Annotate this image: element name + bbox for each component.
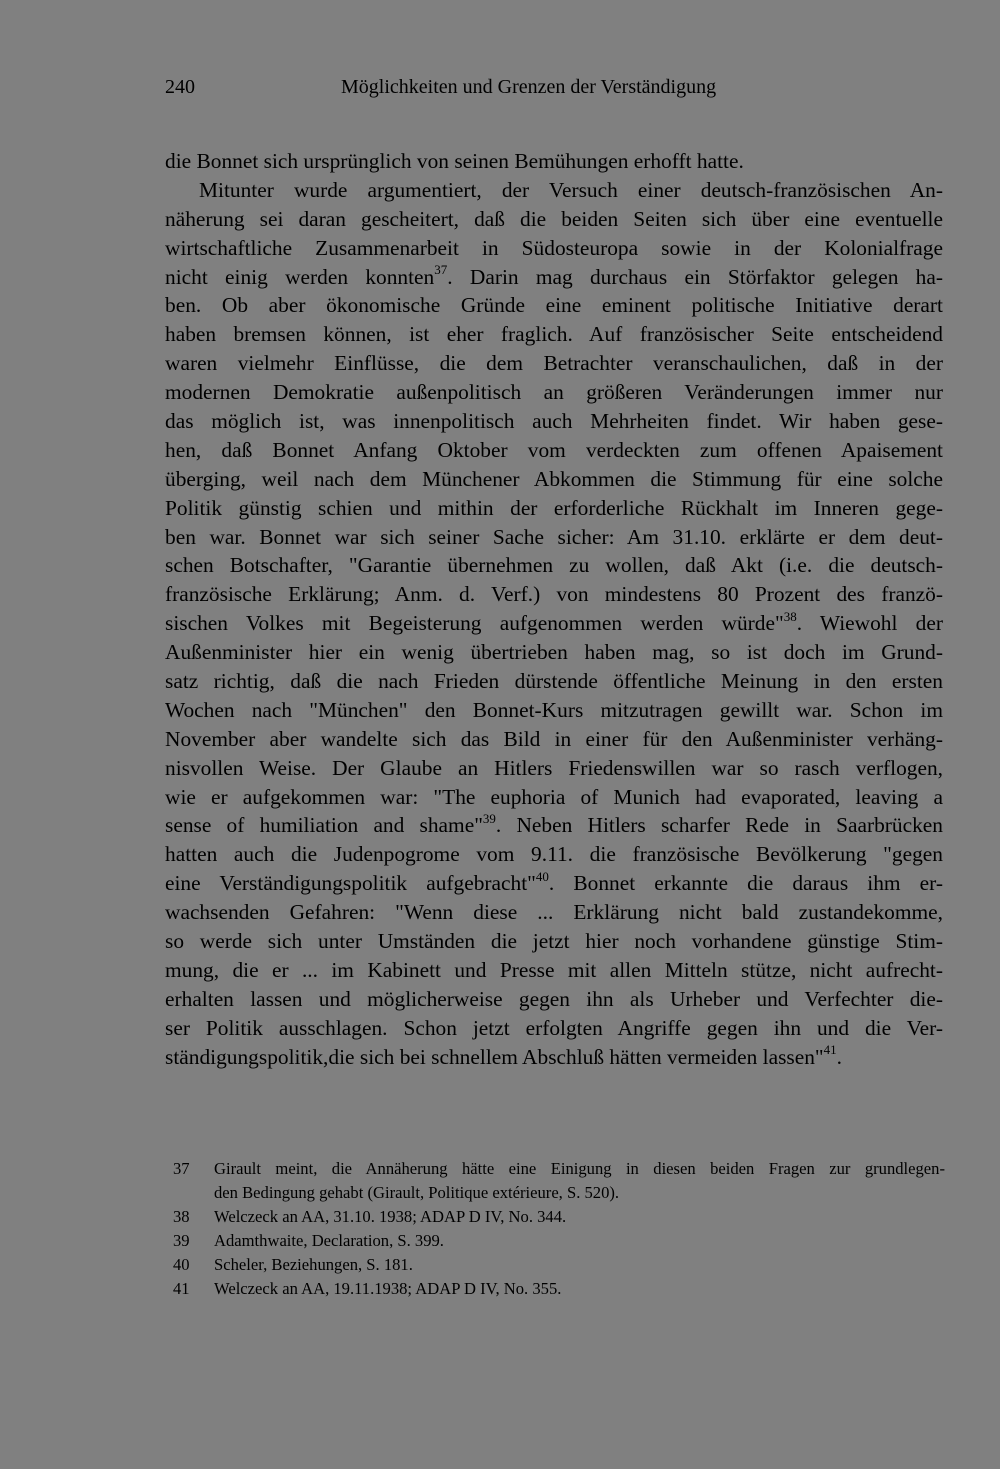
text-line: Mitunter wurde argumentiert, der Versuch einer deutsch-französischen An- <box>199 177 943 202</box>
footnote-ref-40: 40 <box>535 869 549 885</box>
text-line: Außenminister hier ein wenig übertrieben haben mag, so ist doch im Grund- <box>165 640 943 665</box>
text-line: sense of humiliation and shame"$^{39}$. Neben Hitlers scharfer Rede in Saarbrücken <box>165 811 943 838</box>
text-line: November aber wandelte sich das Bild in einer für den Außenminister verhäng- <box>165 726 943 751</box>
footnote-38 <box>173 1205 945 1229</box>
footnote-text: Adamthwaite, Declaration, S. 399. <box>214 1231 444 1250</box>
footnote-40 <box>173 1253 945 1277</box>
text-line: wirtschaftliche Zusammenarbeit in Südosteuropa sowie in der Kolonialfrage <box>165 235 943 260</box>
footnote-number: 40 <box>173 1255 190 1274</box>
text-line: erhalten lassen und möglicherweise gegen ihn als Urheber und Verfechter die- <box>165 986 943 1011</box>
footnote-line: Girault meint, die Annäherung hätte eine Einigung in diesen beiden Fragen zur grundlegen- <box>214 1159 945 1178</box>
text-line: modernen Demokratie außenpolitisch an größeren Veränderungen immer nur <box>165 380 943 405</box>
footnote-ref-37: 37 <box>434 262 448 278</box>
text-line: ben war. Bonnet war sich seiner Sache sicher: Am 31.10. erklärte er dem deut- <box>165 524 943 549</box>
running-head-title: Möglichkeiten und Grenzen der Verständigung <box>341 76 717 98</box>
body-text <box>165 147 943 1072</box>
text-line: das möglich ist, was innenpolitisch auch Mehrheiten findet. Wir haben gese- <box>165 409 943 434</box>
footnote-number: 38 <box>173 1207 190 1226</box>
text-line: Wochen nach "München" den Bonnet-Kurs mitzutragen gewillt war. Schon im <box>165 697 943 722</box>
text-line: wachsenden Gefahren: "Wenn diese ... Erklärung nicht bald zustandekomme, <box>165 900 943 925</box>
text-line: ser Politik ausschlagen. Schon jetzt erfolgten Angriffe gegen ihn und die Ver- <box>165 1015 943 1040</box>
text-line: so werde sich unter Umständen die jetzt hier noch vorhandene günstige Stim- <box>165 929 943 954</box>
text-line: eine Verständigungspolitik aufgebracht"$^{40}$. Bonnet erkannte die daraus ihm er- <box>165 869 943 896</box>
footnote-ref-41: 41 <box>823 1042 837 1058</box>
text-line: ständigungspolitik,die sich bei schnellem Abschluß hätten vermeiden lassen"$^{41}$. <box>165 1042 842 1069</box>
text-line: haben bremsen können, ist eher fraglich. Auf französischer Seite entscheidend <box>165 322 943 347</box>
footnote-37 <box>173 1157 945 1205</box>
text-line: satz richtig, daß die nach Frieden dürstende öffentliche Meinung in den ersten <box>165 669 943 694</box>
text-line: die Bonnet sich ursprünglich von seinen Bemühungen erhofft hatte. <box>165 149 744 173</box>
footnote-ref-39: 39 <box>482 811 496 827</box>
text-line: hen, daß Bonnet Anfang Oktober vom verdeckten zum offenen Apaisement <box>165 437 943 462</box>
footnote-line: den Bedingung gehabt (Girault, Politique extérieure, S. 520). <box>214 1183 620 1202</box>
footnote-39 <box>173 1229 945 1253</box>
text-line: nisvollen Weise. Der Glaube an Hitlers Friedenswillen war so rasch verflogen, <box>165 755 943 780</box>
text-line: schen Botschafter, "Garantie übernehmen zu wollen, daß Akt (i.e. die deutsch- <box>165 553 943 578</box>
text-line: nicht einig werden konnten$^{37}$. Darin mag durchaus ein Störfaktor gelegen ha- <box>165 262 943 289</box>
footnote-number: 39 <box>173 1231 190 1250</box>
text-line: waren vielmehr Einflüsse, die dem Betrachter veranschaulichen, daß in der <box>165 351 943 376</box>
text-line: französische Erklärung; Anm. d. Verf.) von mindestens 80 Prozent des franzö- <box>165 582 943 607</box>
footnote-text: Scheler, Beziehungen, S. 181. <box>214 1255 413 1274</box>
running-head <box>165 72 765 102</box>
text-line: wie er aufgekommen war: "The euphoria of Munich had evaporated, leaving a <box>165 784 943 809</box>
text-line: überging, weil nach dem Münchener Abkommen die Stimmung für eine solche <box>165 466 943 491</box>
footnote-text: Welczeck an AA, 31.10. 1938; ADAP D IV, No. 344. <box>214 1207 567 1226</box>
footnote-ref-38: 38 <box>783 609 797 625</box>
footnote-number: 37 <box>173 1159 190 1178</box>
footnotes <box>173 1157 945 1301</box>
text-line: mung, die er ... im Kabinett und Presse mit allen Mitteln stütze, nicht aufrecht- <box>165 957 943 982</box>
text-line: sischen Volkes mit Begeisterung aufgenommen werden würde"$^{38}$. Wiewohl der <box>165 609 943 636</box>
text-line: ben. Ob aber ökonomische Gründe eine eminent politische Initiative derart <box>165 293 943 318</box>
footnote-number: 41 <box>173 1279 190 1298</box>
footnote-text: Welczeck an AA, 19.11.1938; ADAP D IV, No. 355. <box>214 1279 562 1298</box>
text-line: näherung sei daran gescheitert, daß die beiden Seiten sich über eine eventuelle <box>165 206 943 231</box>
text-line: hatten auch die Judenpogrome vom 9.11. die französische Bevölkerung "gegen <box>165 842 943 867</box>
footnote-41 <box>173 1277 945 1301</box>
text-line: Politik günstig schien und mithin der erforderliche Rückhalt im Inneren gege- <box>165 495 943 520</box>
page-number: 240 <box>165 76 195 98</box>
